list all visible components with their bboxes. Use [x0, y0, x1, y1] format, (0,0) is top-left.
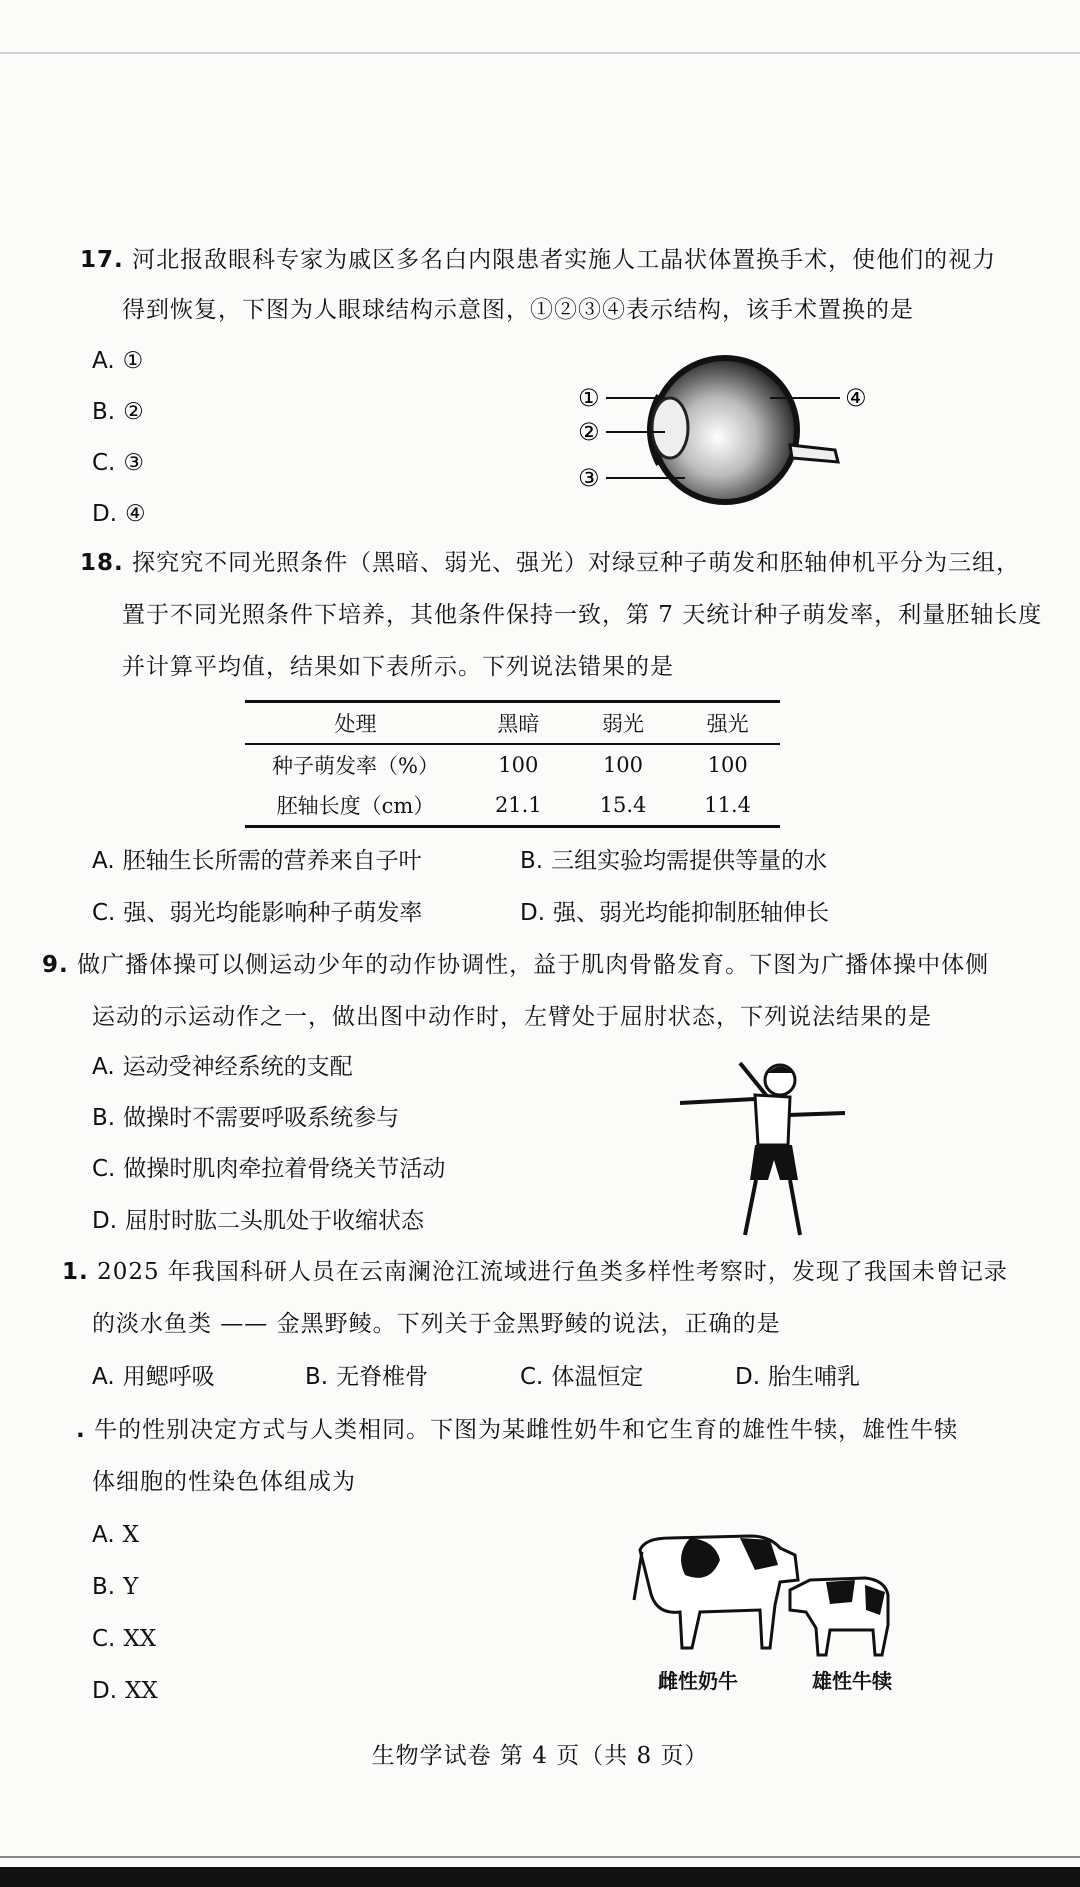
question-18-line-2: 置于不同光照条件下培养，其他条件保持一致，第 7 天统计种子萌发率，利量胚轴长度	[122, 602, 1043, 628]
table-header: 弱光	[571, 702, 676, 745]
caption-cow: 雌性奶牛	[658, 1669, 738, 1693]
page-bottom-bar	[0, 1867, 1080, 1887]
option-b: B. 做操时不需要呼吸系统参与	[92, 1105, 400, 1131]
option-c: C. XX	[92, 1626, 157, 1652]
page-bottom-rule	[0, 1856, 1080, 1858]
question-number: 18.	[80, 550, 124, 576]
table-header-row	[245, 702, 780, 745]
label-3: ③	[578, 464, 600, 492]
question-text: 牛的性别决定方式与人类相同。下图为某雌性奶牛和它生育的雄性牛犊，雄性牛犊	[94, 1417, 959, 1443]
question-21-line-1	[76, 1415, 958, 1445]
table-header: 黑暗	[466, 702, 571, 745]
question-text: 做广播体操可以侧运动少年的动作协调性，益于肌肉骨骼发育。下图为广播体操中体侧	[77, 952, 990, 978]
option-b: B. ②	[92, 399, 144, 425]
question-21-line-2: 体细胞的性染色体组成为	[92, 1469, 356, 1495]
option-a: A. ①	[92, 348, 144, 374]
table-cell: 15.4	[571, 785, 676, 827]
option-b: B. Y	[92, 1574, 139, 1600]
question-number: 17.	[80, 247, 124, 273]
option-a: A. 运动受神经系统的支配	[92, 1054, 353, 1080]
question-19-line-1	[42, 950, 989, 980]
label-4: ④	[845, 384, 867, 412]
caption-calf: 雄性牛犊	[812, 1669, 892, 1693]
option-c: C. 体温恒定	[520, 1364, 644, 1390]
option-c: C. 做操时肌肉牵拉着骨绕关节活动	[92, 1156, 446, 1182]
question-18-line-1	[80, 548, 1020, 578]
table-row	[245, 744, 780, 785]
table-header: 处理	[245, 702, 466, 745]
page-footer: 生物学试卷 第 4 页（共 8 页）	[371, 1743, 709, 1769]
option-d: D. XX	[92, 1678, 158, 1704]
table-cell: 21.1	[466, 785, 571, 827]
table-cell: 100	[498, 753, 539, 777]
cow-and-calf-figure	[630, 1530, 910, 1660]
option-a: A. X	[92, 1522, 140, 1548]
table-cell: 100	[602, 753, 644, 777]
page-top-edge	[0, 52, 1080, 54]
question-19-line-2: 运动的示运动作之一，做出图中动作时，左臂处于屈肘状态，下列说法结果的是	[92, 1004, 932, 1030]
option-c: C. 强、弱光均能影响种子萌发率	[92, 900, 423, 926]
eyeball-diagram	[570, 350, 890, 510]
table-row	[245, 785, 780, 827]
question-number: 9.	[42, 952, 69, 978]
option-a: A. 胚轴生长所需的营养来自子叶	[92, 848, 422, 874]
question-18-line-3: 并计算平均值，结果如下表所示。下列说法错果的是	[122, 654, 674, 680]
results-table	[245, 700, 780, 828]
question-20-line-1	[62, 1257, 1008, 1287]
table-cell: 11.4	[675, 785, 780, 827]
option-c: C. ③	[92, 450, 144, 476]
option-a: A. 用鳃呼吸	[92, 1364, 215, 1390]
option-d: D. ④	[92, 501, 146, 527]
table-cell: 胚轴长度（cm）	[245, 785, 466, 827]
question-20-line-2: 的淡水鱼类 —— 金黑野鲮。下列关于金黑野鲮的说法，正确的是	[92, 1311, 781, 1337]
table-cell: 100	[707, 753, 748, 777]
question-17-line-1	[80, 245, 996, 275]
gymnast-figure	[670, 1055, 850, 1245]
option-b: B. 无脊椎骨	[305, 1364, 429, 1390]
question-text: 探究究不同光照条件（黑暗、弱光、强光）对绿豆种子萌发和胚轴伸机平分为三组，	[132, 550, 1021, 576]
option-d: D. 屈肘时肱二头肌处于收缩状态	[92, 1208, 425, 1234]
table-cell: 种子萌发率（%）	[272, 754, 439, 778]
label-2: ②	[578, 418, 600, 446]
option-b: B. 三组实验均需提供等量的水	[520, 848, 828, 874]
question-number: 1.	[62, 1259, 89, 1285]
question-number: .	[76, 1417, 86, 1443]
option-d: D. 强、弱光均能抑制胚轴伸长	[520, 900, 830, 926]
question-17-line-2: 得到恢复，下图为人眼球结构示意图，①②③④表示结构，该手术置换的是	[122, 297, 914, 323]
question-text: 2025 年我国科研人员在云南澜沧江流域进行鱼类多样性考察时，发现了我国未曾记录	[97, 1259, 1008, 1285]
table-header: 强光	[675, 702, 780, 745]
label-1: ①	[578, 384, 600, 412]
question-text: 河北报敌眼科专家为戚区多名白内限患者实施人工晶状体置换手术，使他们的视力	[132, 247, 997, 273]
option-d: D. 胎生哺乳	[735, 1364, 861, 1390]
